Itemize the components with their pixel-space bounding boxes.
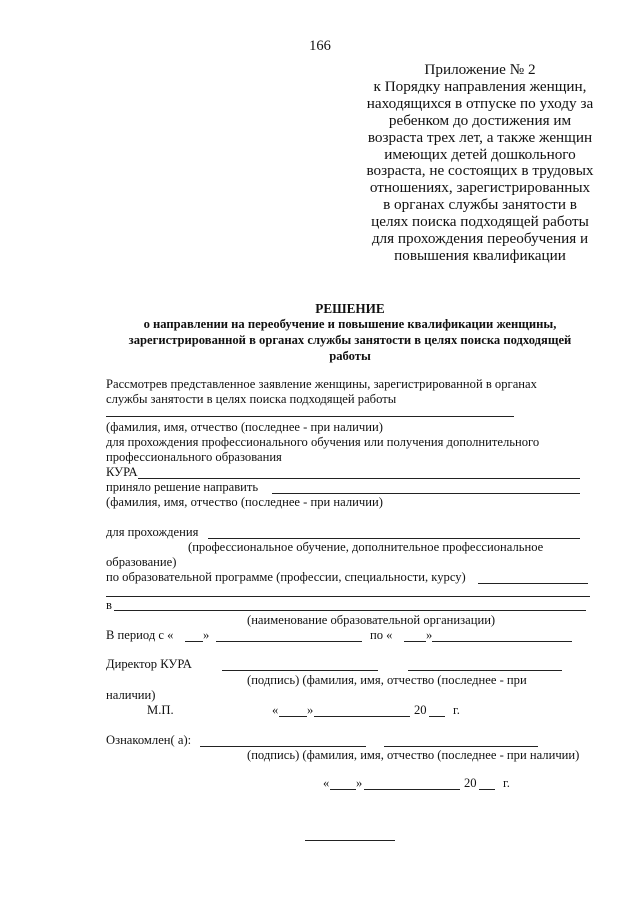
- appendix-line: в органах службы занятости в: [383, 196, 577, 214]
- appendix-block: [355, 62, 605, 265]
- year-line[interactable]: [429, 716, 445, 717]
- decision-made-label: приняло решение направить: [106, 480, 259, 494]
- period-to-label: по «: [370, 628, 393, 642]
- decision-subtitle-line: работы: [329, 349, 371, 363]
- education-type-line[interactable]: [208, 538, 580, 539]
- year-suffix: г.: [453, 703, 460, 717]
- appendix-line: к Порядку направления женщин,: [373, 77, 587, 95]
- purpose-line: профессионального образования: [106, 450, 282, 464]
- program-line-2[interactable]: [106, 596, 590, 597]
- appendix-line: возраста трех лет, а также женщин: [367, 128, 593, 146]
- kura-label: КУРА: [106, 465, 138, 479]
- organization-line[interactable]: [114, 610, 586, 611]
- final-date-day-line[interactable]: [330, 789, 356, 790]
- year-suffix: г.: [503, 776, 510, 790]
- signature-caption: наличии): [106, 688, 156, 702]
- intro-line: Рассмотрев представленное заявление женщины, зарегистрированной в органах: [106, 377, 537, 391]
- fio-caption: (фамилия, имя, отчество (последнее - при наличии): [106, 495, 383, 509]
- program-line[interactable]: [478, 583, 588, 584]
- fio-line[interactable]: [106, 416, 514, 417]
- purpose-line: для прохождения профессионального обучения или получения дополнительного: [106, 435, 540, 449]
- signature-caption: (подпись) (фамилия, имя, отчество (последнее - при: [247, 673, 527, 687]
- date-close-quote: »: [356, 776, 363, 790]
- director-name-line[interactable]: [408, 670, 562, 671]
- year-prefix: 20: [414, 703, 427, 717]
- mp-label: М.П.: [147, 703, 174, 717]
- program-label: по образовательной программе (профессии, специальности, курсу): [106, 570, 466, 584]
- period-to-day-line[interactable]: [404, 641, 426, 642]
- date-day-line[interactable]: [279, 716, 307, 717]
- acquainted-caption: (подпись) (фамилия, имя, отчество (последнее - при наличии): [247, 748, 580, 762]
- appendix-line: целях поиска подходящей работы: [371, 213, 589, 231]
- appendix-line: имеющих детей дошкольного: [384, 145, 576, 163]
- appendix-line: для прохождения переобучения и: [371, 230, 589, 248]
- appendix-line: находящихся в отпуске по уходу за: [366, 94, 594, 112]
- period-from-label: В период с «: [106, 628, 174, 642]
- director-label: Директор КУРА: [106, 657, 192, 671]
- period-from-day-line[interactable]: [185, 641, 203, 642]
- period-to-quote: »: [426, 628, 433, 642]
- date-open-quote: «: [272, 703, 279, 717]
- appendix-line: отношениях, зарегистрированных: [369, 179, 591, 197]
- footer-divider: [305, 840, 395, 841]
- final-date-month-line[interactable]: [364, 789, 460, 790]
- for-passing-label: для прохождения: [106, 525, 199, 539]
- appendix-line: повышения квалификации: [394, 246, 566, 264]
- acquainted-signature-line[interactable]: [200, 746, 366, 747]
- appendix-title: Приложение № 2: [424, 61, 536, 78]
- decision-subtitle-line: зарегистрированной в органах службы занятости в целях поиска подходящей: [128, 333, 572, 347]
- acquainted-label: Ознакомлен( а):: [106, 733, 192, 747]
- appendix-line: ребенком до достижения им: [388, 111, 572, 129]
- final-year-line[interactable]: [479, 789, 495, 790]
- director-signature-line[interactable]: [222, 670, 378, 671]
- education-caption: образование): [106, 555, 177, 569]
- in-label: в: [106, 598, 112, 612]
- decision-title: РЕШЕНИЕ: [315, 301, 385, 316]
- fio-caption: (фамилия, имя, отчество (последнее - при наличии): [106, 420, 383, 434]
- organization-caption: (наименование образовательной организации): [247, 613, 496, 627]
- period-from-quote: »: [203, 628, 210, 642]
- date-month-line[interactable]: [314, 716, 410, 717]
- date-open-quote: «: [323, 776, 330, 790]
- decision-subtitle-line: о направлении на переобучение и повышение квалификации женщины,: [143, 317, 557, 331]
- page-number: 166: [309, 38, 331, 54]
- send-whom-line[interactable]: [272, 493, 580, 494]
- acquainted-name-line[interactable]: [384, 746, 538, 747]
- intro-line: службы занятости в целях поиска подходящей работы: [106, 392, 397, 406]
- year-prefix: 20: [464, 776, 477, 790]
- education-caption: (профессиональное обучение, дополнительное профессиональное: [188, 540, 544, 554]
- kura-line[interactable]: [138, 478, 580, 479]
- period-to-month-line[interactable]: [432, 641, 572, 642]
- date-close-quote: »: [307, 703, 314, 717]
- appendix-line: возраста, не состоящих в трудовых: [366, 162, 594, 180]
- period-from-month-line[interactable]: [216, 641, 362, 642]
